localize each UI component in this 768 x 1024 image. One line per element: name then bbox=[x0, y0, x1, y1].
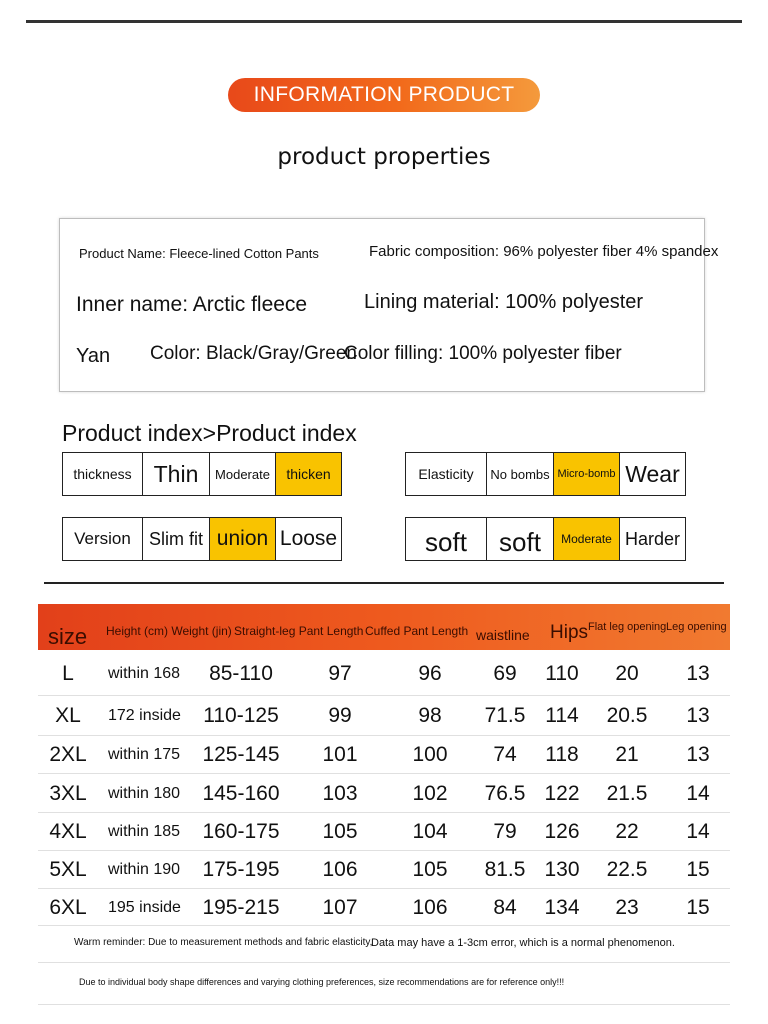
cell-height: within 168 bbox=[108, 665, 181, 682]
cell-flat-leg: 20 bbox=[615, 662, 639, 685]
cell-straight-length: 107 bbox=[322, 895, 358, 919]
cell-flat-leg: 22 bbox=[615, 820, 639, 843]
cell-hips: 126 bbox=[544, 820, 580, 843]
reminder-part-a: Warm reminder: Due to measurement methods and fabric elasticity, bbox=[74, 937, 373, 948]
cell-size: 3XL bbox=[49, 781, 87, 805]
table-row bbox=[38, 774, 730, 813]
cell-height: within 185 bbox=[108, 823, 181, 840]
option-slim-fit: Slim fit bbox=[142, 517, 210, 561]
cell-height: 172 inside bbox=[108, 707, 181, 724]
cell-waist: 71.5 bbox=[484, 704, 526, 727]
cell-weight: 160-175 bbox=[202, 820, 280, 843]
note-separator-bottom bbox=[38, 1004, 730, 1005]
cell-waist: 69 bbox=[493, 662, 517, 685]
properties-box bbox=[59, 218, 719, 392]
softness-scale bbox=[405, 517, 686, 561]
cell-waist: 84 bbox=[493, 895, 517, 919]
version-scale bbox=[62, 517, 342, 561]
cell-flat-leg: 21.5 bbox=[606, 781, 648, 805]
product-name: Product Name: Fleece-lined Cotton Pants bbox=[79, 246, 319, 261]
cell-leg-opening: 15 bbox=[686, 895, 710, 919]
cell-cuffed-length: 100 bbox=[412, 743, 448, 766]
fabric-composition: Fabric composition: 96% polyester fiber 4% spandex bbox=[369, 243, 719, 260]
yan-label: Yan bbox=[76, 345, 111, 367]
cell-hips: 122 bbox=[544, 781, 580, 805]
note-separator bbox=[38, 962, 730, 963]
option-moderate: Moderate bbox=[209, 452, 276, 496]
cell-size: 5XL bbox=[49, 858, 87, 881]
cell-cuffed-length: 102 bbox=[412, 781, 448, 805]
cell-cuffed-length: 104 bbox=[412, 820, 448, 843]
cell-cuffed-length: 106 bbox=[412, 895, 448, 919]
cell-weight: 125-145 bbox=[202, 743, 280, 766]
cell-cuffed-length: 105 bbox=[412, 858, 448, 881]
header-size: size bbox=[48, 624, 88, 649]
cell-leg-opening: 13 bbox=[686, 743, 710, 766]
header-height-weight: Height (cm) Weight (jin) bbox=[106, 624, 232, 638]
cell-leg-opening: 13 bbox=[686, 704, 710, 727]
option-union-selected: union bbox=[209, 517, 276, 561]
cell-flat-leg: 21 bbox=[615, 743, 639, 766]
thickness-scale bbox=[62, 452, 342, 496]
elasticity-label: Elasticity bbox=[405, 452, 487, 496]
option-harder: Harder bbox=[619, 517, 686, 561]
cell-size: 2XL bbox=[49, 743, 87, 766]
table-row bbox=[38, 851, 730, 889]
table-row bbox=[38, 696, 730, 736]
cell-straight-length: 101 bbox=[322, 743, 358, 766]
header-leg-opening: Leg opening bbox=[666, 621, 727, 633]
cell-straight-length: 105 bbox=[322, 820, 358, 843]
header-straight-length: Straight-leg Pant Length bbox=[234, 624, 364, 638]
cell-height: within 180 bbox=[108, 784, 181, 802]
thickness-label: thickness bbox=[62, 452, 143, 496]
cell-weight: 175-195 bbox=[202, 858, 280, 881]
elasticity-scale bbox=[405, 452, 686, 496]
table-row bbox=[38, 736, 730, 774]
cell-size: L bbox=[62, 662, 74, 685]
cell-hips: 118 bbox=[545, 743, 579, 766]
cell-leg-opening: 14 bbox=[686, 781, 710, 805]
header-hips: Hips bbox=[550, 622, 589, 643]
size-table-header bbox=[38, 604, 730, 650]
header-cuffed-length: Cuffed Pant Length bbox=[365, 624, 469, 638]
header-flat-leg: Flat leg opening bbox=[588, 621, 667, 633]
option-moderate-selected: Moderate bbox=[553, 517, 620, 561]
row-separator bbox=[38, 925, 730, 926]
cell-leg-opening: 13 bbox=[686, 662, 710, 685]
color-filling: Color filling: 100% polyester fiber bbox=[344, 343, 622, 364]
cell-weight: 195-215 bbox=[202, 895, 280, 919]
size-disclaimer: Due to individual body shape differences and varying clothing preferences, size recommendations are for reference only!!! bbox=[79, 977, 565, 987]
section-badge: INFORMATION PRODUCT bbox=[228, 78, 540, 112]
cell-weight: 145-160 bbox=[202, 781, 280, 805]
lining-material: Lining material: 100% polyester bbox=[364, 291, 644, 313]
page-subtitle: product properties bbox=[277, 144, 491, 170]
cell-waist: 76.5 bbox=[484, 781, 526, 805]
cell-leg-opening: 15 bbox=[686, 858, 710, 881]
inner-name: Inner name: Arctic fleece bbox=[76, 293, 308, 316]
softness-label: soft bbox=[405, 517, 487, 561]
cell-hips: 110 bbox=[545, 662, 579, 685]
cell-waist: 81.5 bbox=[484, 858, 526, 881]
table-row bbox=[38, 889, 730, 926]
cell-straight-length: 99 bbox=[328, 704, 352, 727]
reminder-part-b: Data may have a 1-3cm error, which is a normal phenomenon. bbox=[371, 937, 675, 949]
cell-weight: 85-110 bbox=[209, 662, 273, 685]
cell-flat-leg: 23 bbox=[615, 895, 639, 919]
header-waistline: waistline bbox=[476, 627, 530, 643]
cell-flat-leg: 20.5 bbox=[606, 704, 648, 727]
cell-weight: 110-125 bbox=[203, 704, 279, 727]
cell-straight-length: 106 bbox=[322, 858, 358, 881]
cell-hips: 134 bbox=[544, 895, 580, 919]
cell-height: 195 inside bbox=[108, 898, 181, 916]
cell-hips: 114 bbox=[545, 704, 579, 727]
top-rule bbox=[26, 20, 742, 23]
option-loose: Loose bbox=[275, 517, 342, 561]
cell-size: 4XL bbox=[49, 820, 87, 843]
cell-leg-opening: 14 bbox=[686, 820, 710, 843]
cell-waist: 79 bbox=[493, 820, 517, 843]
option-soft: soft bbox=[486, 517, 554, 561]
cell-straight-length: 97 bbox=[328, 662, 352, 685]
cell-waist: 74 bbox=[493, 743, 517, 766]
cell-flat-leg: 22.5 bbox=[606, 858, 648, 881]
option-micro-bomb-selected: Micro-bomb bbox=[553, 452, 620, 496]
table-row bbox=[38, 813, 730, 851]
option-wear: Wear bbox=[619, 452, 686, 496]
option-thicken-selected: thicken bbox=[275, 452, 342, 496]
cell-cuffed-length: 98 bbox=[418, 704, 442, 727]
cell-height: within 190 bbox=[108, 861, 181, 878]
cell-hips: 130 bbox=[544, 858, 580, 881]
option-thin: Thin bbox=[142, 452, 210, 496]
table-row bbox=[38, 652, 730, 696]
version-label: Version bbox=[62, 517, 143, 561]
cell-cuffed-length: 96 bbox=[418, 662, 442, 685]
index-title: Product index>Product index bbox=[62, 420, 357, 446]
color: Color: Black/Gray/Green bbox=[150, 343, 357, 364]
cell-size: XL bbox=[55, 704, 81, 727]
option-no-bombs: No bombs bbox=[486, 452, 554, 496]
section-divider bbox=[44, 582, 724, 584]
cell-straight-length: 103 bbox=[322, 781, 358, 805]
cell-size: 6XL bbox=[49, 895, 87, 919]
cell-height: within 175 bbox=[108, 746, 181, 763]
